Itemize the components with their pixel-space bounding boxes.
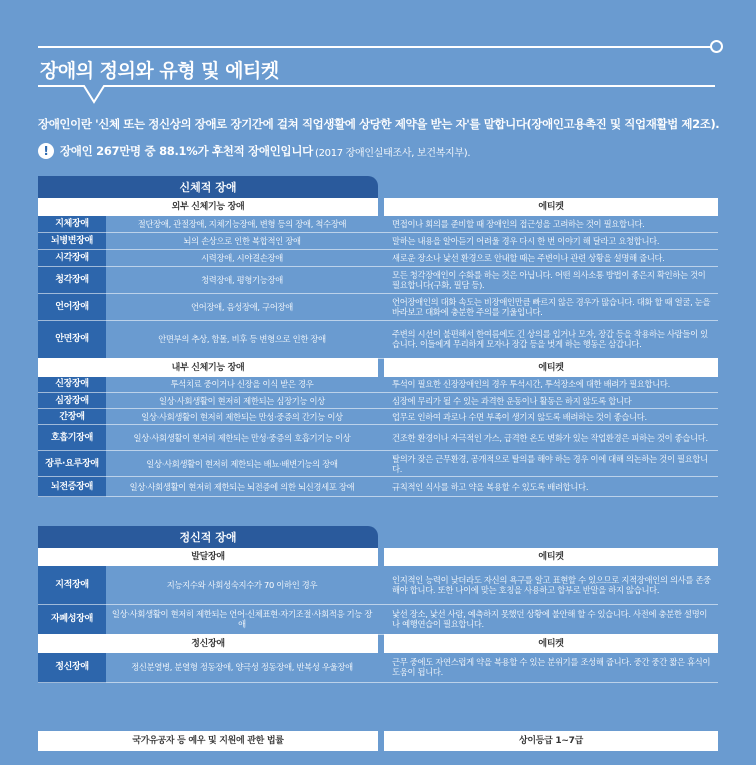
table-row — [38, 266, 718, 293]
physical-section — [38, 176, 718, 497]
stat-main: 장애인 267만명 중 88.1%가 후천적 장애인입니다 — [60, 144, 313, 158]
row-category: 뇌전증장애 — [38, 477, 106, 497]
stat-line — [38, 143, 470, 159]
title-top-line — [38, 46, 713, 48]
row-etiquette: 말하는 내용을 알아듣기 어려울 경우 다시 한 번 이야기 해 달라고 요청합니다. — [384, 232, 718, 249]
row-category: 지체장애 — [38, 216, 106, 232]
speech-bubble-outline — [38, 84, 718, 104]
physical-external-table — [38, 198, 718, 497]
row-description: 일상·사회생활이 현저히 제한되는 언어·신체표현·자기조절·사회적응 기능 장애 — [106, 604, 378, 634]
table-row — [38, 604, 718, 634]
row-category: 장루·요루장애 — [38, 451, 106, 477]
row-etiquette: 건조한 환경이나 자극적인 가스, 급격한 온도 변화가 있는 작업환경은 피하는 것이 좋습니다. — [384, 425, 718, 451]
row-category: 뇌병변장애 — [38, 232, 106, 249]
table-row — [38, 249, 718, 266]
circle-endpoint-icon — [710, 40, 723, 53]
psychiatric-left-header: 정신장애 — [38, 634, 378, 653]
row-etiquette: 탈의가 잦은 근무환경, 공개적으로 탈의를 해야 하는 경우 이에 대해 의논하는 것이 필요합니다. — [384, 451, 718, 477]
row-etiquette: 주변의 시선이 불편해서 한여름에도 긴 상의를 입거나 모자, 장갑 등을 착용하는 사람들이 있습니다. 이들에게 무리하게 모자나 장갑 등을 벗게 하는 행동은 삼갑니다. — [384, 320, 718, 358]
intro-text: 장애인이란 '신체 또는 정신상의 장애로 장기간에 걸쳐 직업생활에 상당한 제약을 받는 자'를 말합니다(장애인고용촉진 및 직업재활법 제2조). — [38, 117, 720, 131]
row-etiquette: 인지적인 능력이 낮더라도 자신의 욕구를 알고 표현할 수 있으므로 지적장애인의 의사를 존중해야 합니다. 또한 나이에 맞는 호칭을 사용하고 합부로 반말을 하지 않습니다. — [384, 566, 718, 604]
title-area — [38, 46, 728, 106]
table-row — [38, 451, 718, 477]
row-description: 일상·사회생활이 현저히 제한되는 만성·중증의 호흡기기능 이상 — [106, 425, 378, 451]
developmental-right-header: 에티켓 — [384, 548, 718, 566]
row-etiquette: 업무로 인하여 과로나 수면 부족이 생기지 않도록 배려하는 것이 좋습니다. — [384, 409, 718, 425]
table-row — [38, 425, 718, 451]
page-title: 장애의 정의와 유형 및 에티켓 — [40, 60, 279, 82]
row-description: 절단장애, 관절장애, 지체기능장애, 변형 등의 장애, 척수장애 — [106, 216, 378, 232]
row-etiquette: 근무 중에도 자연스럽게 약을 복용할 수 있는 분위기를 조성해 줍니다. 중간 중간 짧은 휴식이 도움이 됩니다. — [384, 653, 718, 683]
footer-row — [38, 731, 718, 751]
footer-table — [38, 731, 718, 751]
table-row — [38, 320, 718, 358]
row-category: 안면장애 — [38, 320, 106, 358]
row-category: 심장장애 — [38, 393, 106, 409]
row-category: 자폐성장애 — [38, 604, 106, 634]
physical-header: 신체적 장애 — [38, 176, 378, 198]
row-category: 언어장애 — [38, 293, 106, 320]
row-description: 안면부의 추상, 함몰, 비후 등 변형으로 인한 장애 — [106, 320, 378, 358]
row-etiquette: 모든 청각장애인이 수화를 하는 것은 아닙니다. 어떤 의사소통 방법이 좋은지 확인하는 것이 필요합니다(구화, 필담 등). — [384, 266, 718, 293]
table-row — [38, 393, 718, 409]
internal-left-header: 내부 신체기능 장애 — [38, 358, 378, 377]
row-category: 호흡기장애 — [38, 425, 106, 451]
row-category: 간장애 — [38, 409, 106, 425]
row-etiquette: 투석이 필요한 신장장애인의 경우 투석시간, 투석장소에 대한 배려가 필요합니다. — [384, 377, 718, 393]
row-description: 언어장애, 음성장애, 구어장애 — [106, 293, 378, 320]
table-row — [38, 377, 718, 393]
exclamation-icon: ! — [38, 143, 54, 159]
table-row — [38, 216, 718, 232]
row-description: 뇌의 손상으로 인한 복합적인 장애 — [106, 232, 378, 249]
row-description: 일상·사회생활이 현저히 제한되는 뇌전증에 의한 뇌신경세포 장애 — [106, 477, 378, 497]
psychiatric-subheader-row — [38, 634, 718, 653]
external-left-header: 외부 신체기능 장애 — [38, 198, 378, 216]
footer-grade: 상이등급 1~7급 — [384, 731, 718, 751]
row-etiquette: 심장에 무리가 될 수 있는 과격한 운동이나 활동은 하지 않도록 합니다 — [384, 393, 718, 409]
row-category: 정신장애 — [38, 653, 106, 683]
row-description: 일상·사회생활이 현저히 제한되는 만성·중증의 간기능 이상 — [106, 409, 378, 425]
external-subheader-row — [38, 198, 718, 216]
row-description: 일상·사회생활이 현저히 제한되는 심장기능 이상 — [106, 393, 378, 409]
table-row — [38, 293, 718, 320]
row-category: 시각장애 — [38, 249, 106, 266]
row-etiquette: 언어장애인의 대화 속도는 비장애인만큼 빠르지 않은 경우가 많습니다. 대화 할 때 얼굴, 눈을 바라보고 대화에 충분한 주의를 기울입니다. — [384, 293, 718, 320]
internal-subheader-row — [38, 358, 718, 377]
row-description: 지능지수와 사회성숙지수가 70 이하인 경우 — [106, 566, 378, 604]
mental-section — [38, 526, 718, 683]
table-row — [38, 409, 718, 425]
developmental-left-header: 발달장애 — [38, 548, 378, 566]
footer-law: 국가유공자 등 예우 및 지원에 관한 법률 — [38, 731, 378, 751]
developmental-subheader-row — [38, 548, 718, 566]
row-category: 신장장애 — [38, 377, 106, 393]
mental-table — [38, 548, 718, 683]
table-row — [38, 653, 718, 683]
table-row — [38, 566, 718, 604]
table-row — [38, 477, 718, 497]
row-etiquette: 새로운 장소나 낯선 환경으로 안내할 때는 주변이나 관련 상황을 설명해 줍니다. — [384, 249, 718, 266]
psychiatric-right-header: 에티켓 — [384, 634, 718, 653]
row-description: 투석치료 중이거나 신장을 이식 받은 경우 — [106, 377, 378, 393]
table-row — [38, 232, 718, 249]
row-etiquette: 규칙적인 식사를 하고 약을 복용할 수 있도록 배려합니다. — [384, 477, 718, 497]
row-description: 일상·사회생활이 현저히 제한되는 배뇨·배변기능의 장애 — [106, 451, 378, 477]
row-category: 지적장애 — [38, 566, 106, 604]
row-category: 청각장애 — [38, 266, 106, 293]
row-description: 청력장애, 평형기능장애 — [106, 266, 378, 293]
row-description: 정신분열병, 분열형 정동장애, 양극성 정동장애, 반복성 우울장애 — [106, 653, 378, 683]
external-right-header: 에티켓 — [384, 198, 718, 216]
row-etiquette: 면접이나 회의를 준비할 때 장애인의 접근성을 고려하는 것이 필요합니다. — [384, 216, 718, 232]
footer-section — [38, 731, 718, 751]
stat-source: (2017 장애인실태조사, 보건복지부). — [314, 147, 471, 159]
row-etiquette: 낯선 장소, 낯선 사람, 예측하지 못했던 상황에 불안해 할 수 있습니다. 사전에 충분한 설명이나 예행연습이 필요합니다. — [384, 604, 718, 634]
internal-right-header: 에티켓 — [384, 358, 718, 377]
mental-header: 정신적 장애 — [38, 526, 378, 548]
row-description: 시력장애, 시야결손장애 — [106, 249, 378, 266]
